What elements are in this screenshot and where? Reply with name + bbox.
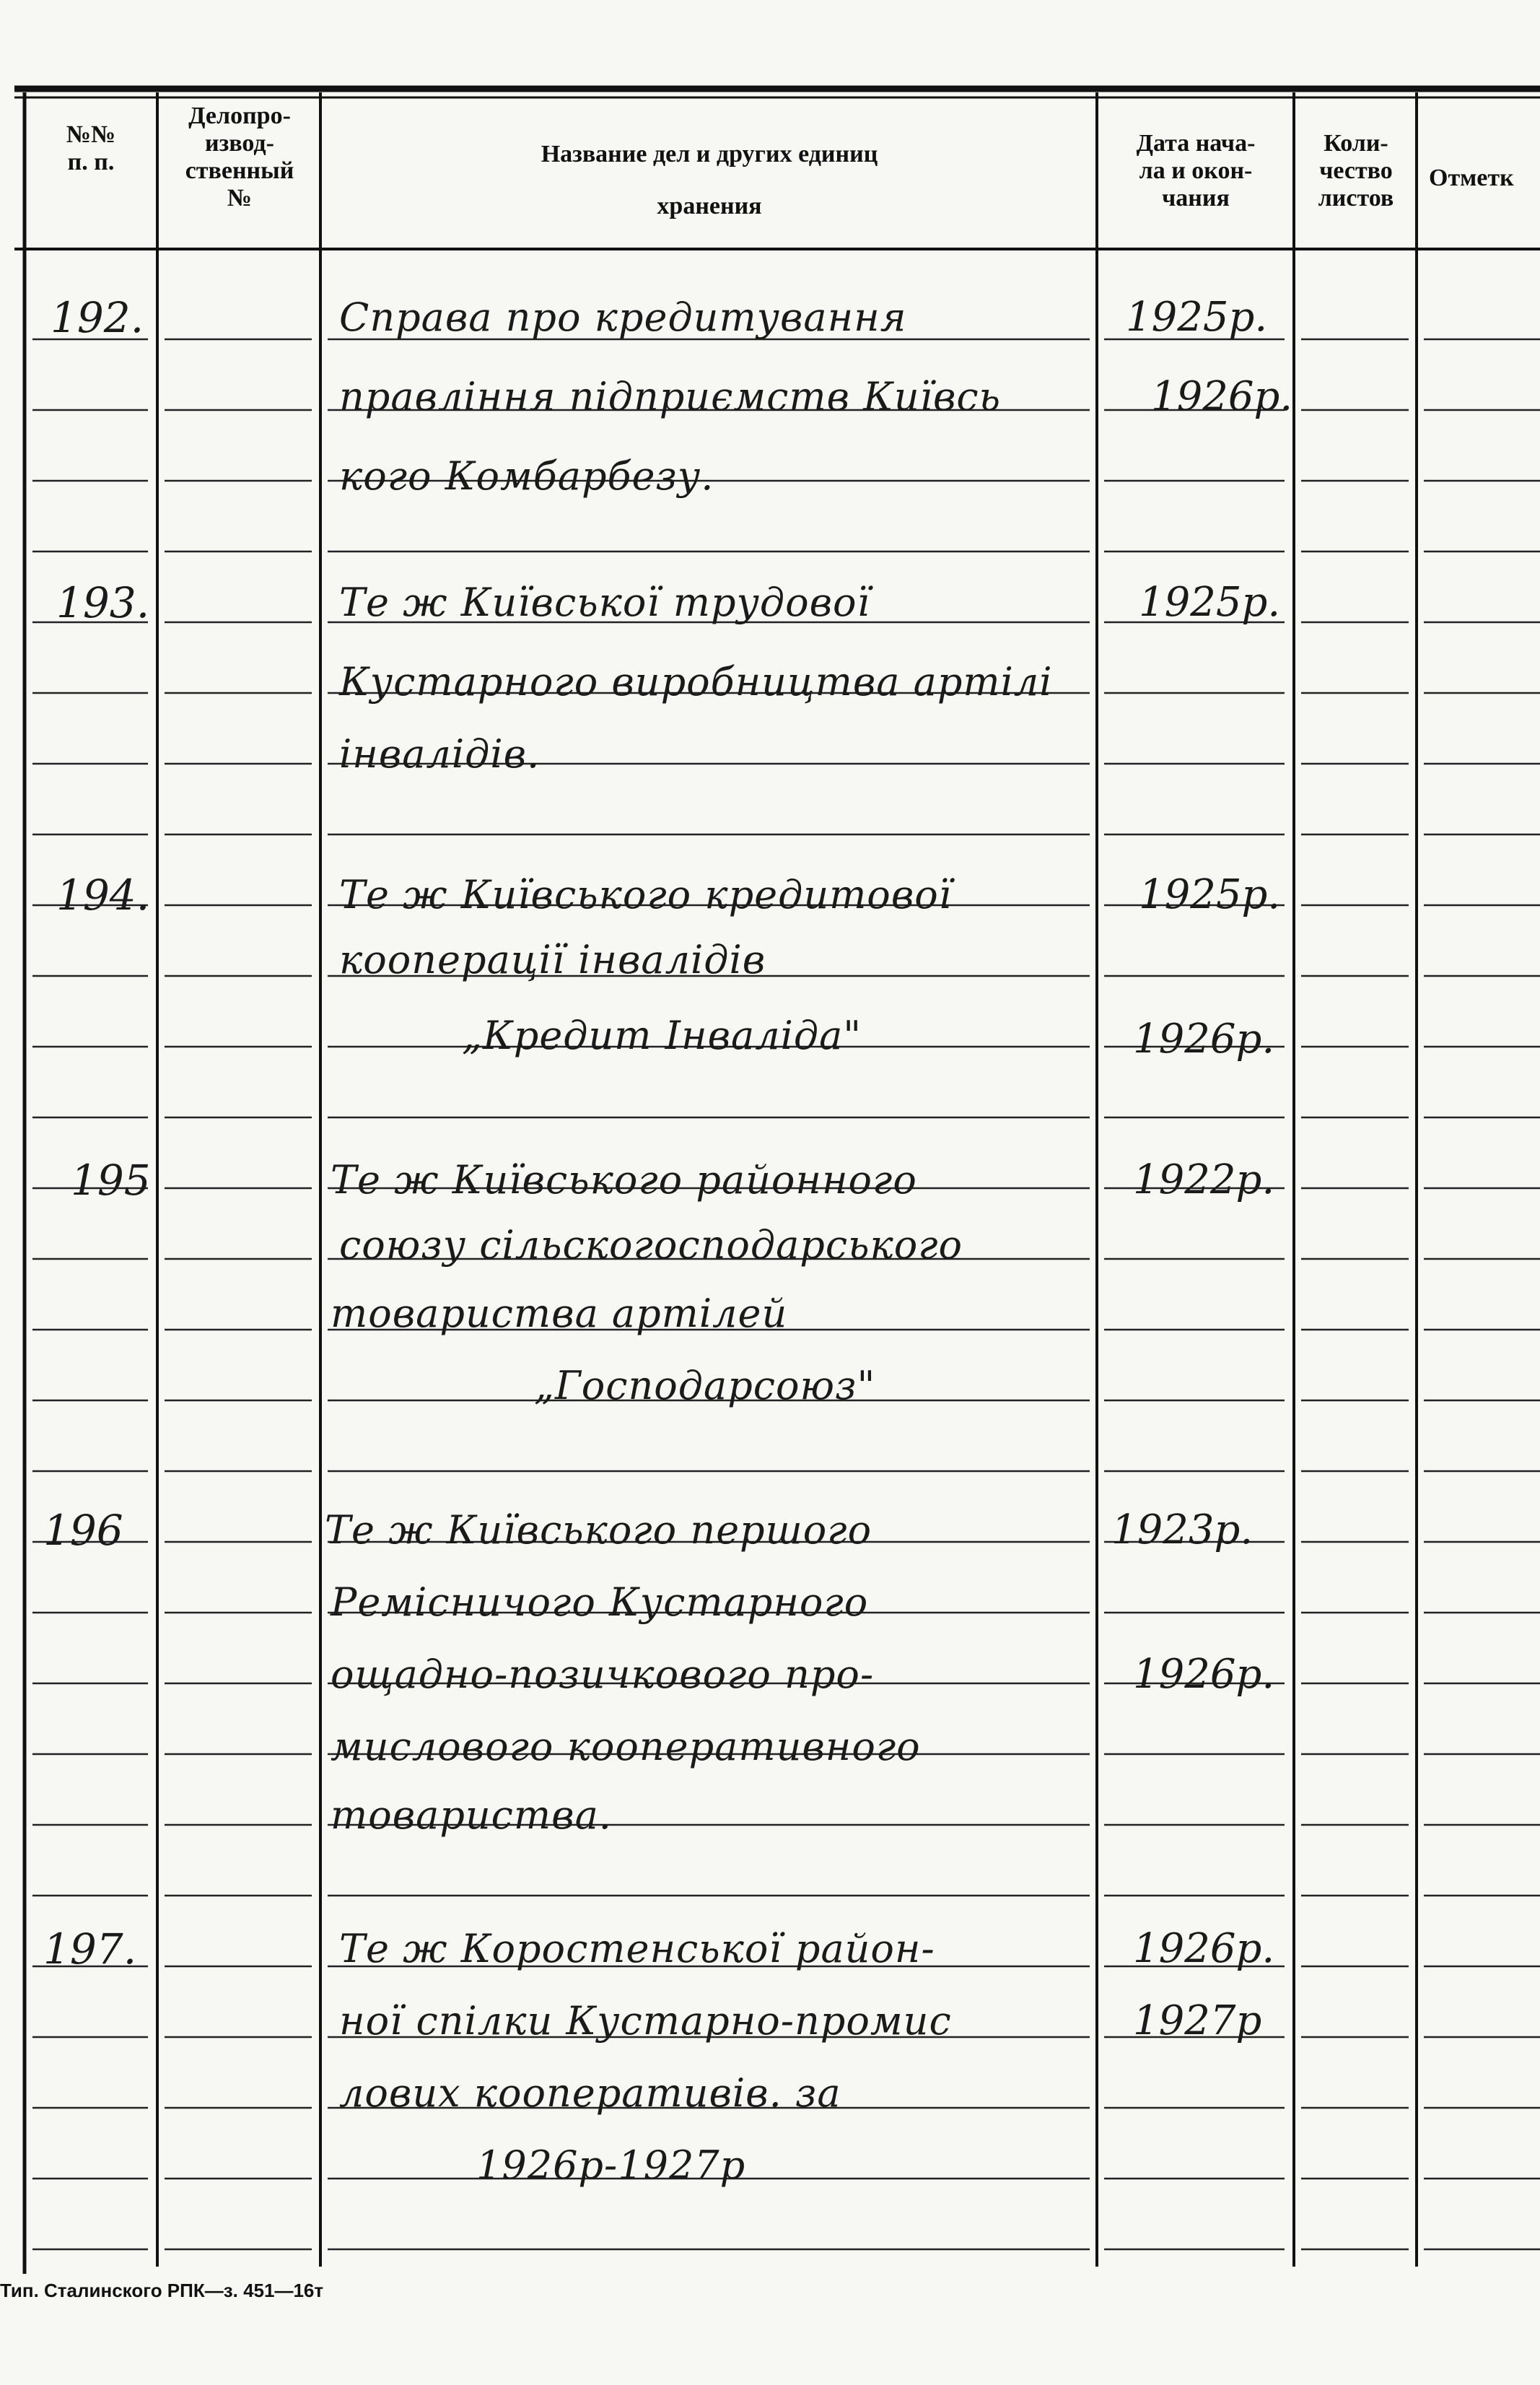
entry-title-line: інвалідів. [339, 731, 541, 777]
entry-title-line: Ремісничого Кустарного [331, 1579, 869, 1625]
entry-title-line: Те ж Київської трудової [339, 580, 870, 625]
entry-date: 1926р. [1133, 1651, 1275, 1698]
entry-title-line: ощадно-позичкового про- [331, 1652, 875, 1697]
entry-number: 197. [43, 1924, 137, 1974]
entry-date: 1922р. [1133, 1156, 1275, 1203]
entry-title-line: мислового кооперативного [331, 1724, 921, 1769]
entry-date: 1925р. [1126, 294, 1268, 341]
entry-title-line: правління підприємств Київсь [339, 374, 1002, 419]
entry-number: 193. [56, 578, 150, 627]
entry-date: 1927р [1133, 1997, 1262, 2044]
entry-title-line: „Господарсоюз" [534, 1363, 876, 1408]
header-dates: Дата нача- ла и окон- чания [1136, 130, 1256, 212]
entry-title-line: 1926р-1927р [476, 2142, 746, 2188]
entry-number: 194. [56, 871, 150, 920]
entry-title-line: Те ж Коростенської район- [339, 1926, 935, 1971]
entry-title-line: лових кооперативів. за [339, 2070, 841, 2116]
entry-title-line: товариства артілей [331, 1291, 788, 1336]
entry-title-line: кого Комбарбезу. [339, 453, 714, 499]
entry-date: 1926р. [1133, 1925, 1275, 1972]
entry-date: 1926р. [1151, 373, 1293, 420]
entry-title-line: союзу сільскогосподарського [339, 1222, 963, 1268]
entry-title-line: Те ж Київського районного [331, 1157, 917, 1203]
entry-title-line: кооперації інвалідів [339, 937, 766, 982]
entry-title-line: ної спілки Кустарно-промис [339, 1998, 952, 2044]
entry-title-line: Те ж Київського першого [325, 1507, 872, 1553]
entry-title-line: Справа про кредитування [339, 295, 907, 340]
entry-number: 195 [71, 1156, 151, 1205]
entry-title-line: „Кредит Інваліда" [462, 1013, 862, 1058]
header-title: Название дел и других единиц хранения [541, 141, 878, 219]
entry-title-line: Кустарного виробництва артілі [339, 659, 1053, 705]
printer-imprint: Тип. Сталинского РПК—з. 451—16т [0, 2280, 324, 2301]
header-number: №№ п. п. [66, 121, 116, 175]
header-notes: Отметк [1429, 165, 1514, 191]
entry-date: 1926р. [1133, 1016, 1275, 1063]
entry-title-line: товариства. [331, 1792, 612, 1838]
entry-number: 196 [43, 1506, 123, 1555]
header-office-number: Делопро- извод- ственный № [185, 103, 294, 212]
entry-date: 1925р. [1139, 579, 1281, 626]
entry-date: 1925р. [1139, 871, 1281, 918]
header-sheets: Коли- чество листов [1318, 130, 1394, 212]
entry-title-line: Те ж Київського кредитової [339, 872, 953, 917]
entry-number: 192. [51, 293, 144, 342]
entry-date: 1923р. [1111, 1507, 1254, 1553]
